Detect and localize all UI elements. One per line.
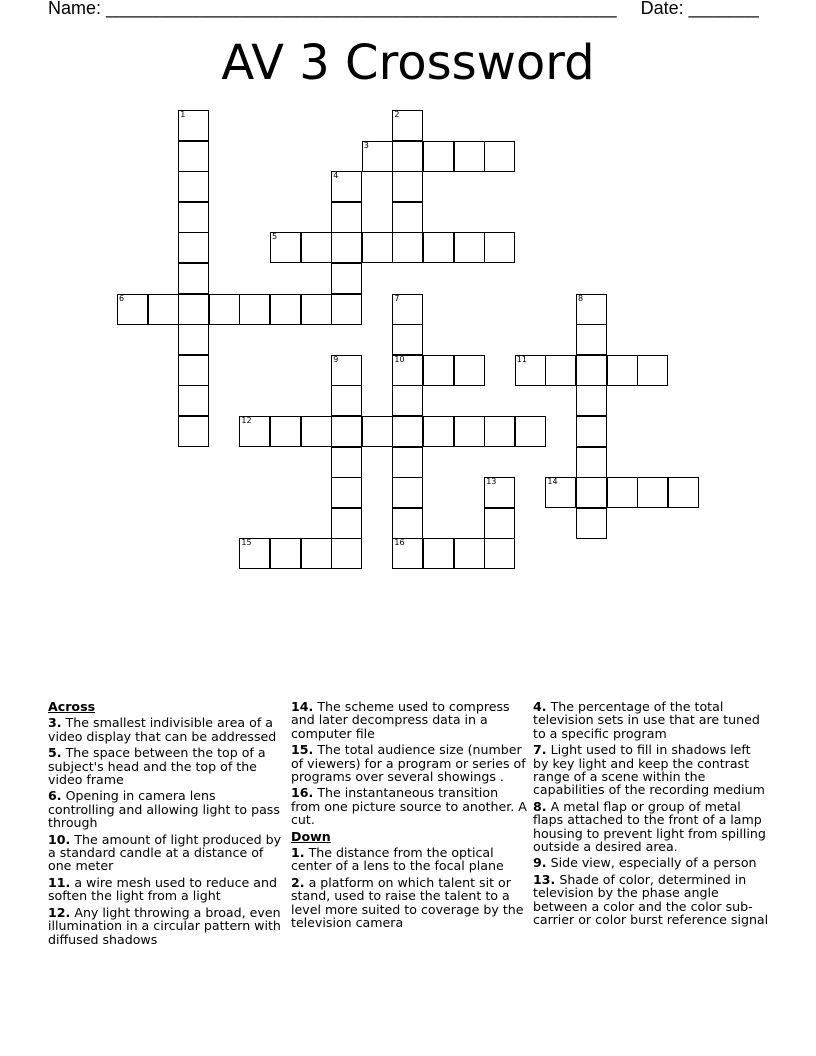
clue-text: The space between the top of a subject's head and the top of the video frame <box>48 745 266 788</box>
crossword-cell[interactable] <box>239 416 270 447</box>
crossword-cell[interactable] <box>331 294 362 325</box>
cell-number: 6 <box>119 293 125 303</box>
clue-item <box>533 743 769 797</box>
crossword-cell[interactable] <box>545 477 576 508</box>
clue-number: 12. <box>48 904 71 920</box>
crossword-cell[interactable] <box>178 141 209 172</box>
crossword-cell[interactable] <box>270 232 301 263</box>
clues-column-3 <box>533 700 769 930</box>
crossword-cell[interactable] <box>454 416 485 447</box>
crossword-cell[interactable] <box>484 141 515 172</box>
down-heading: Down <box>291 828 331 844</box>
crossword-cell[interactable] <box>239 294 270 325</box>
clue-item <box>533 700 769 740</box>
crossword-cell[interactable] <box>301 416 332 447</box>
clue-item <box>291 846 527 873</box>
cell-number: 7 <box>394 293 400 303</box>
crossword-cell[interactable] <box>545 355 576 386</box>
clue-item <box>48 789 284 829</box>
crossword-cell[interactable] <box>454 141 485 172</box>
crossword-cell[interactable] <box>392 355 423 386</box>
crossword-cell[interactable] <box>331 538 362 569</box>
clue-text: Any light throwing a broad, even illumination in a circular pattern with diffused shadows <box>48 904 281 947</box>
clue-item <box>48 746 284 786</box>
cell-number: 11 <box>516 354 527 364</box>
crossword-cell[interactable] <box>576 324 607 355</box>
clue-text: The total audience size (number of viewers) for a program or series of programs over several showings . <box>291 742 526 785</box>
clue-item <box>291 786 527 826</box>
crossword-cell[interactable] <box>117 294 148 325</box>
crossword-cell[interactable] <box>392 110 423 141</box>
clue-number: 9. <box>533 855 547 871</box>
clue-text: The percentage of the total television sets in use that are tuned to a specific program <box>533 699 760 741</box>
crossword-cell[interactable] <box>607 477 638 508</box>
crossword-cell[interactable] <box>392 508 423 539</box>
crossword-cell[interactable] <box>392 171 423 202</box>
crossword-cell[interactable] <box>392 385 423 416</box>
cell-number: 13 <box>486 477 497 487</box>
crossword-cell[interactable] <box>301 232 332 263</box>
clue-text: Opening in camera lens controlling and allowing light to pass through <box>48 788 280 831</box>
clue-number: 15. <box>291 742 314 758</box>
crossword-cell[interactable] <box>576 477 607 508</box>
date-label: Date: <box>640 0 684 18</box>
clue-number: 2. <box>291 874 305 890</box>
clue-item <box>533 856 769 869</box>
crossword-cell[interactable] <box>392 416 423 447</box>
clue-item <box>291 876 527 930</box>
cell-number: 5 <box>272 232 278 242</box>
cell-number: 8 <box>578 293 584 303</box>
crossword-cell[interactable] <box>423 232 454 263</box>
crossword-cell[interactable] <box>301 538 332 569</box>
across-heading: Across <box>48 699 96 714</box>
clue-text: The smallest indivisible area of a video display that can be addressed <box>48 715 277 744</box>
clue-number: 4. <box>533 699 547 714</box>
name-label: Name: <box>48 0 102 18</box>
crossword-cell[interactable] <box>484 416 515 447</box>
crossword-cell[interactable] <box>178 110 209 141</box>
clue-text: a wire mesh used to reduce and soften the light from a light <box>48 874 277 904</box>
crossword-cell[interactable] <box>270 416 301 447</box>
cell-number: 1 <box>180 110 186 119</box>
crossword-cell[interactable] <box>423 416 454 447</box>
crossword-cell[interactable] <box>178 202 209 233</box>
clue-number: 10. <box>48 831 71 847</box>
clue-text: The amount of light produced by a standard candle at a distance of one meter <box>48 831 282 874</box>
clue-number: 11. <box>48 874 71 890</box>
clue-text: Side view, especially of a person <box>550 855 757 871</box>
crossword-cell[interactable] <box>515 416 546 447</box>
crossword-cell[interactable] <box>392 294 423 325</box>
crossword-cell[interactable] <box>576 416 607 447</box>
crossword-cell[interactable] <box>423 141 454 172</box>
clue-number: 13. <box>533 871 556 887</box>
clue-text: The instantaneous transition from one picture source to another. A cut. <box>291 785 527 828</box>
clue-text: The distance from the optical center of a lens to the focal plane <box>291 845 504 874</box>
crossword-cell[interactable] <box>484 232 515 263</box>
clue-item <box>533 873 769 927</box>
crossword-cell[interactable] <box>576 508 607 539</box>
crossword-cell[interactable] <box>301 294 332 325</box>
crossword-cell[interactable] <box>331 232 362 263</box>
cell-number: 4 <box>333 171 339 181</box>
crossword-cell[interactable] <box>178 385 209 416</box>
crossword-cell[interactable] <box>423 538 454 569</box>
clue-item <box>48 833 284 873</box>
crossword-cell[interactable] <box>331 508 362 539</box>
clue-number: 1. <box>291 845 305 861</box>
crossword-cell[interactable] <box>362 416 393 447</box>
clue-text: A metal flap or group of metal flaps attached to the front of a lamp housing to prevent light from spilling outside a desired area. <box>533 798 766 855</box>
crossword-cell[interactable] <box>515 355 546 386</box>
crossword-cell[interactable] <box>209 294 240 325</box>
clue-number: 14. <box>291 699 314 714</box>
clue-item <box>291 700 527 740</box>
crossword-cell[interactable] <box>331 263 362 294</box>
cell-number: 15 <box>241 538 252 548</box>
clue-item <box>48 876 284 903</box>
clue-item <box>48 906 284 946</box>
crossword-cell[interactable] <box>392 141 423 172</box>
crossword-cell[interactable] <box>576 447 607 478</box>
cell-number: 16 <box>394 538 405 548</box>
crossword-cell[interactable] <box>362 232 393 263</box>
crossword-cell[interactable] <box>392 202 423 233</box>
crossword-cell[interactable] <box>270 538 301 569</box>
clues-column-1 <box>48 700 284 949</box>
crossword-cell[interactable] <box>178 263 209 294</box>
cell-number: 9 <box>333 354 339 364</box>
cell-number: 2 <box>394 110 400 119</box>
clue-number: 16. <box>291 785 314 801</box>
crossword-cell[interactable] <box>331 202 362 233</box>
crossword-cell[interactable] <box>178 294 209 325</box>
clue-number: 7. <box>533 742 547 758</box>
crossword-cell[interactable] <box>637 355 668 386</box>
clue-text: Shade of color, determined in television by the phase angle between a color and the color sub-carrier or color burst reference signal <box>533 871 769 928</box>
cell-number: 12 <box>241 416 252 425</box>
crossword-cell[interactable] <box>270 294 301 325</box>
crossword-cell[interactable] <box>637 477 668 508</box>
crossword-cell[interactable] <box>668 477 699 508</box>
page-title: AV 3 Crossword <box>221 35 595 91</box>
crossword-cell[interactable] <box>392 324 423 355</box>
cell-number: 3 <box>363 140 369 150</box>
crossword-cell[interactable] <box>362 141 393 172</box>
clue-text: a platform on which talent sit or stand, used to raise the talent to a level more suited to coverage by the television camera <box>291 874 524 931</box>
date-blank[interactable]: _______ <box>688 0 759 18</box>
crossword-cell[interactable] <box>392 477 423 508</box>
crossword-cell[interactable] <box>331 385 362 416</box>
crossword-cell[interactable] <box>392 447 423 478</box>
clue-number: 8. <box>533 798 547 814</box>
crossword-cell[interactable] <box>454 355 485 386</box>
clue-item <box>291 743 527 783</box>
crossword-cell[interactable] <box>576 355 607 386</box>
clue-number: 6. <box>48 788 62 804</box>
crossword-cell[interactable] <box>576 294 607 325</box>
clue-item <box>533 800 769 854</box>
crossword-cell[interactable] <box>454 232 485 263</box>
crossword-cell[interactable] <box>392 232 423 263</box>
crossword-cell[interactable] <box>148 294 179 325</box>
crossword-cell[interactable] <box>331 447 362 478</box>
clue-text: The scheme used to compress and later decompress data in a computer file <box>291 699 510 741</box>
name-blank[interactable]: ___________________________________________________ <box>106 0 617 18</box>
crossword-cell[interactable] <box>331 355 362 386</box>
crossword-cell[interactable] <box>178 355 209 386</box>
crossword-cell[interactable] <box>454 538 485 569</box>
clue-item <box>48 716 284 743</box>
crossword-cell[interactable] <box>576 385 607 416</box>
clue-number: 3. <box>48 715 62 731</box>
crossword-cell[interactable] <box>607 355 638 386</box>
crossword-cell[interactable] <box>331 171 362 202</box>
crossword-cell[interactable] <box>423 355 454 386</box>
crossword-cell[interactable] <box>178 232 209 263</box>
cell-number: 14 <box>547 477 558 487</box>
clues-column-2 <box>291 700 527 933</box>
clue-number: 5. <box>48 745 62 761</box>
crossword-cell[interactable] <box>331 477 362 508</box>
cell-number: 10 <box>394 354 405 364</box>
crossword-cell[interactable] <box>484 477 515 508</box>
crossword-cell[interactable] <box>484 538 515 569</box>
crossword-cell[interactable] <box>178 171 209 202</box>
crossword-cell[interactable] <box>331 416 362 447</box>
crossword-cell[interactable] <box>392 538 423 569</box>
crossword-cell[interactable] <box>239 538 270 569</box>
crossword-cell[interactable] <box>178 324 209 355</box>
crossword-cell[interactable] <box>484 508 515 539</box>
crossword-cell[interactable] <box>178 416 209 447</box>
clue-text: Light used to fill in shadows left by key light and keep the contrast range of a scene within the capabilities of the recording medium <box>533 742 765 798</box>
